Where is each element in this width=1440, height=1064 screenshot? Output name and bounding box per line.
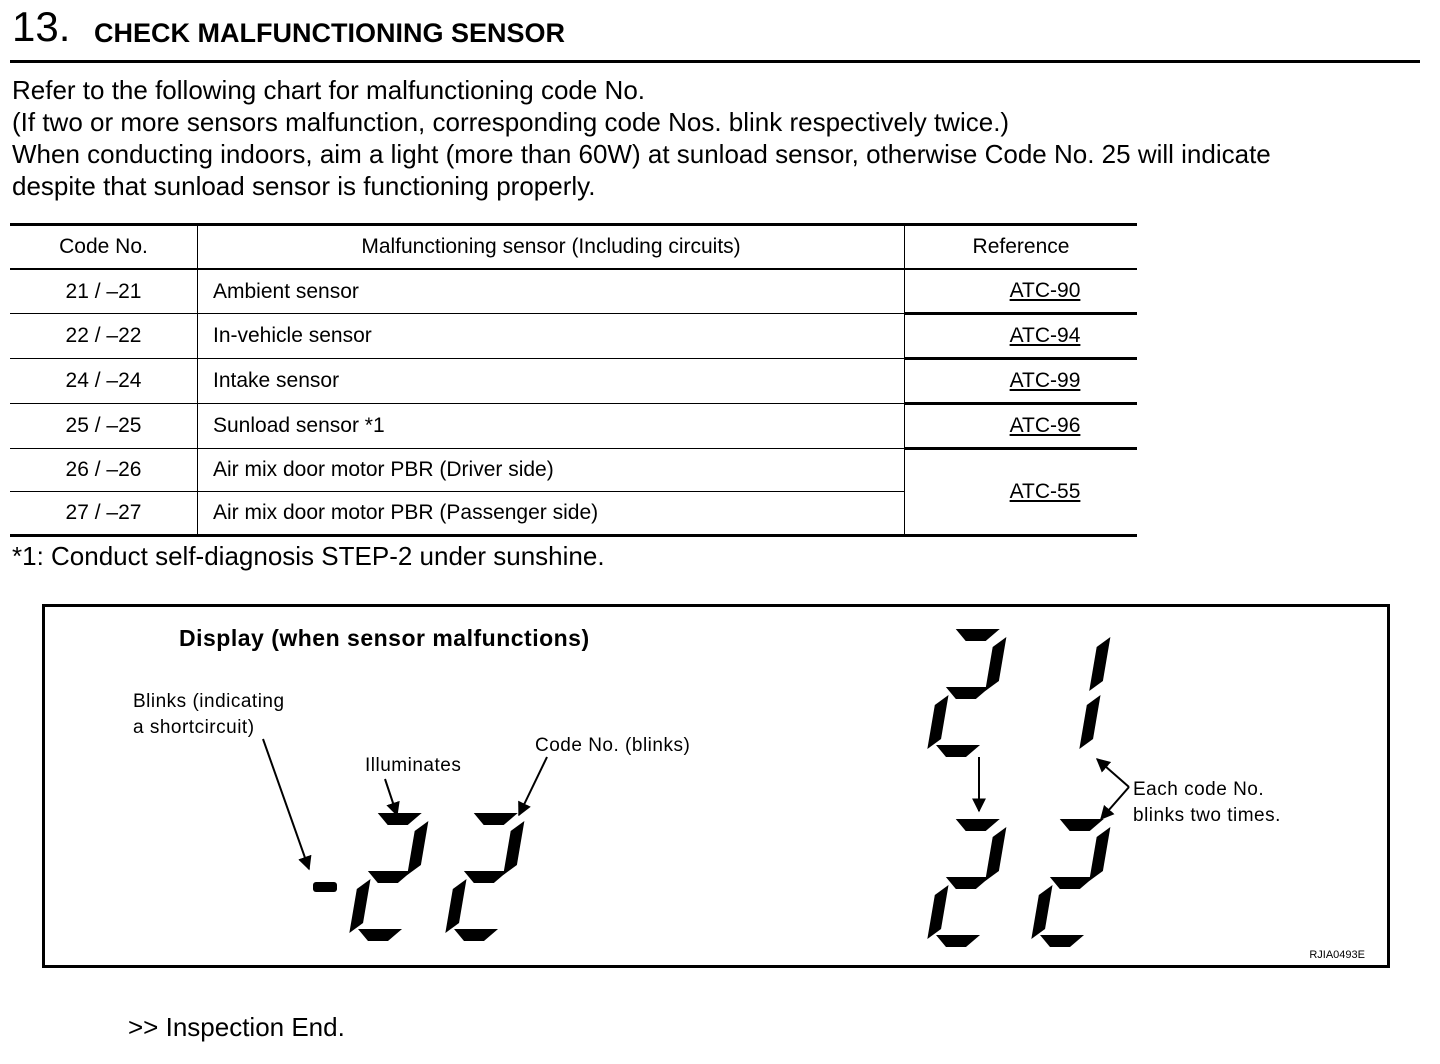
- table-row: [10, 269, 1137, 314]
- diagram-title: Display (when sensor malfunctions): [179, 625, 590, 651]
- figure-id: RJIA0493E: [1309, 949, 1365, 961]
- code-cell: 27 / –27: [10, 492, 198, 536]
- segment-g: [368, 871, 412, 883]
- segment-d: [454, 929, 498, 941]
- segment-g: [946, 877, 990, 889]
- step-title: CHECK MALFUNCTIONING SENSOR: [94, 18, 565, 48]
- table-row: [10, 314, 1137, 359]
- reference-link[interactable]: ATC-94: [1009, 324, 1081, 347]
- intro-line: despite that sunload sensor is functioning properly.: [12, 171, 596, 201]
- segment-d: [936, 935, 980, 947]
- segment-e: [1031, 885, 1052, 939]
- inspection-end-text: >> Inspection End.: [128, 1012, 345, 1042]
- table-row: [10, 449, 1137, 492]
- segment-display-illustration: [45, 607, 1387, 965]
- segment-b: [1089, 827, 1110, 881]
- segment-e: [927, 885, 948, 939]
- intro-line: When conducting indoors, aim a light (more than 60W) at sunload sensor, otherwise Code No. 25 will indicate: [12, 139, 1271, 169]
- code-cell: 26 / –26: [10, 449, 198, 492]
- code-cell: 22 / –22: [10, 314, 198, 359]
- header-reference: Reference: [905, 225, 1138, 270]
- segment-b: [985, 827, 1006, 881]
- reference-cell: [905, 449, 1138, 536]
- header-sensor: Malfunctioning sensor (Including circuits): [198, 225, 905, 270]
- step-header: [10, 4, 1420, 63]
- segment-c: [1079, 695, 1100, 749]
- segment-b: [985, 637, 1006, 691]
- segment-a: [956, 819, 1000, 831]
- illuminates-leader-line: [385, 779, 397, 815]
- sensor-cell: Intake sensor: [198, 359, 905, 404]
- reference-link[interactable]: ATC-55: [1009, 480, 1081, 503]
- sensor-cell: In-vehicle sensor: [198, 314, 905, 359]
- segment-b: [407, 821, 428, 875]
- seven-segment-digits: [313, 629, 1110, 947]
- table-row: [10, 359, 1137, 404]
- reference-cell: [905, 404, 1138, 449]
- header-code-no: Code No.: [10, 225, 198, 270]
- reference-link[interactable]: ATC-90: [1009, 279, 1081, 302]
- code-cell: 25 / –25: [10, 404, 198, 449]
- intro-line: (If two or more sensors malfunction, corresponding code Nos. blink respectively twice.): [12, 107, 1010, 137]
- segment-d: [1040, 935, 1084, 947]
- segment-a: [1060, 819, 1104, 831]
- step-number: 13.: [12, 3, 71, 50]
- table-header-row: [10, 225, 1137, 270]
- malfunction-code-table: [10, 223, 1137, 537]
- reference-cell: [905, 314, 1138, 359]
- segment-g: [946, 687, 990, 699]
- display-diagram: [42, 604, 1390, 968]
- code-cell: 21 / –21: [10, 269, 198, 314]
- reference-link[interactable]: ATC-96: [1009, 414, 1081, 437]
- segment-g: [1050, 877, 1094, 889]
- sensor-cell: Air mix door motor PBR (Passenger side): [198, 492, 905, 536]
- segment-a: [956, 629, 1000, 641]
- segment-b: [1089, 637, 1110, 691]
- code-blinks-leader-line: [519, 757, 547, 815]
- segment-a: [378, 813, 422, 825]
- intro-text: [12, 74, 1432, 202]
- segment-a: [474, 813, 518, 825]
- blinks-label-line: a shortcircuit): [133, 717, 255, 738]
- footnote: *1: Conduct self-diagnosis STEP-2 under sunshine.: [12, 541, 605, 571]
- segment-e: [445, 879, 466, 933]
- sensor-cell: Air mix door motor PBR (Driver side): [198, 449, 905, 492]
- illuminates-label: Illuminates: [365, 755, 462, 776]
- sensor-cell: Sunload sensor *1: [198, 404, 905, 449]
- reference-link[interactable]: ATC-99: [1009, 369, 1081, 392]
- blinks-label-line: Blinks (indicating: [133, 691, 285, 712]
- code-cell: 24 / –24: [10, 359, 198, 404]
- intro-line: Refer to the following chart for malfunctioning code No.: [12, 75, 646, 105]
- code-blinks-label: Code No. (blinks): [535, 735, 691, 756]
- blinks-leader-line: [263, 739, 309, 869]
- each-code-leader-down: [1101, 787, 1129, 819]
- table-row: [10, 404, 1137, 449]
- segment-e: [927, 695, 948, 749]
- segment-d: [936, 745, 980, 757]
- each-code-label-line: Each code No.: [1133, 779, 1265, 800]
- reference-cell: [905, 359, 1138, 404]
- segment-g: [464, 871, 508, 883]
- reference-cell: [905, 269, 1138, 314]
- segment-e: [349, 879, 370, 933]
- segment-b: [503, 821, 524, 875]
- each-code-leader-up: [1097, 759, 1129, 787]
- each-code-label-line: blinks two times.: [1133, 805, 1281, 826]
- sensor-cell: Ambient sensor: [198, 269, 905, 314]
- minus-segment: [313, 882, 337, 892]
- segment-d: [358, 929, 402, 941]
